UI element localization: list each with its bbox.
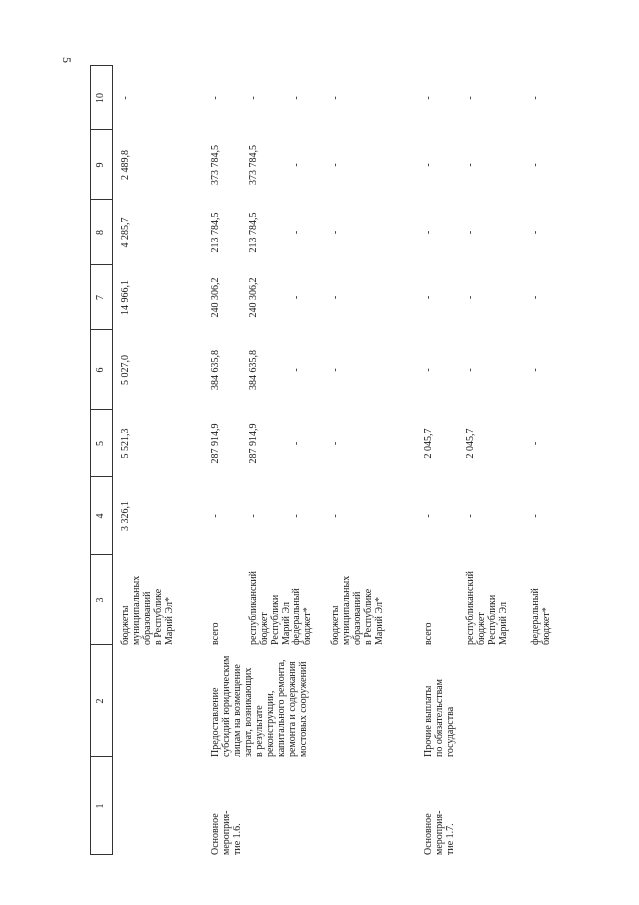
row-6-col3: республиканский бюджет Республики Марий Эл (465, 570, 509, 645)
row-4-val-6: - (330, 368, 341, 372)
row-1-val-4: - (210, 514, 221, 518)
row-4-val-4: - (330, 514, 341, 518)
row-2-val-10: - (248, 96, 259, 100)
row-0-val-9: 2 489,8 (120, 150, 131, 180)
row-1-val-6: 384 635,8 (210, 350, 221, 390)
col-header-3: 3 (95, 597, 106, 603)
row-5-val-7: - (423, 295, 434, 300)
row-7-val-6: - (530, 368, 541, 372)
row-5-col1: Основное мероприя- тие 1.7. (423, 810, 456, 855)
row-1-val-9: 373 784,5 (210, 145, 221, 185)
col-header-5: 5 (95, 441, 106, 446)
row-1-val-7: 240 306,2 (210, 277, 221, 318)
col-header-8: 8 (95, 230, 106, 235)
row-2-val-4: - (248, 514, 259, 518)
row-3-val-10: - (291, 96, 302, 100)
row-7-val-7: - (530, 295, 541, 300)
col-header-9: 9 (95, 162, 106, 168)
row-0-val-10: - (120, 96, 131, 100)
row-1-col2: Предоставление субсидий юридическим лицам на возмещение затрат, возникающих в результате реконструкции, капитального ремонта, ремонта и содержания мостовых сооружений (210, 655, 309, 757)
row-4-val-5: - (330, 441, 341, 446)
col-header-7: 7 (95, 295, 106, 300)
row-1-val-8: 213 784,5 (210, 212, 221, 253)
row-0-val-5: 5 521,3 (120, 428, 131, 459)
row-6-val-10: - (465, 96, 476, 100)
row-5-val-5: 2 045,7 (423, 428, 434, 459)
col-header-4: 4 (95, 513, 106, 519)
row-4-val-9: - (330, 163, 341, 167)
row-5-col2: Прочие выплаты по обязательствам государства (423, 679, 456, 757)
row-1-col3: всего (210, 622, 221, 645)
row-5-val-4: - (423, 514, 434, 518)
col-header-1: 1 (95, 803, 106, 809)
row-3-val-8: - (291, 230, 302, 235)
row-0-col3: бюджеты муниципальных образований в Республике Марий Эл* (120, 575, 175, 645)
row-6-val-8: - (465, 230, 476, 235)
row-3-val-7: - (291, 295, 302, 300)
budget-table (90, 65, 639, 855)
row-2-val-7: 240 306,2 (248, 277, 259, 318)
row-6-val-4: - (465, 514, 476, 518)
row-7-val-9: - (530, 163, 541, 167)
row-5-val-8: - (423, 230, 434, 235)
header-top-rule (90, 65, 91, 855)
row-3-val-6: - (291, 368, 302, 372)
row-4-val-7: - (330, 295, 341, 300)
row-0-val-6: 5 027,0 (120, 355, 131, 385)
row-1-val-10: - (210, 96, 221, 100)
row-6-val-9: - (465, 163, 476, 167)
row-7-val-8: - (530, 230, 541, 235)
row-7-col3: федеральный бюджет* (530, 588, 552, 645)
row-4-val-8: - (330, 230, 341, 235)
col-header-2: 2 (95, 698, 106, 704)
row-2-val-8: 213 784,5 (248, 212, 259, 253)
row-5-val-6: - (423, 368, 434, 372)
row-7-val-10: - (530, 96, 541, 100)
row-0-val-8: 4 285,7 (120, 217, 131, 248)
row-2-val-9: 373 784,5 (248, 145, 259, 185)
row-0-val-7: 14 966,1 (120, 280, 131, 315)
row-3-val-4: - (291, 514, 302, 518)
header-bottom-rule (112, 65, 113, 855)
row-4-col3: бюджеты муниципальных образований в Республике Марий Эл* (330, 575, 385, 645)
row-2-val-6: 384 635,8 (248, 350, 259, 390)
row-7-val-4: - (530, 514, 541, 518)
row-6-val-5: 2 045,7 (465, 428, 476, 459)
page-number: 5 (60, 57, 74, 63)
row-2-col3: республиканский бюджет Республики Марий Эл (248, 570, 292, 645)
col-header-6: 6 (95, 367, 106, 373)
row-2-val-5: 287 914,9 (248, 423, 259, 464)
row-7-val-5: - (530, 441, 541, 446)
row-3-col3: федеральный бюджет* (291, 588, 313, 645)
row-1-val-5: 287 914,9 (210, 423, 221, 464)
row-0-val-4: 3 326,1 (120, 501, 131, 531)
row-5-col3: всего (423, 622, 434, 645)
row-3-val-5: - (291, 441, 302, 446)
row-5-val-9: - (423, 163, 434, 167)
row-3-val-9: - (291, 163, 302, 167)
row-6-val-6: - (465, 368, 476, 372)
row-5-val-10: - (423, 96, 434, 100)
row-4-val-10: - (330, 96, 341, 100)
col-header-10: 10 (95, 93, 106, 103)
row-1-col1: Основное мероприя- тие 1.6. (210, 810, 243, 855)
row-6-val-7: - (465, 295, 476, 300)
